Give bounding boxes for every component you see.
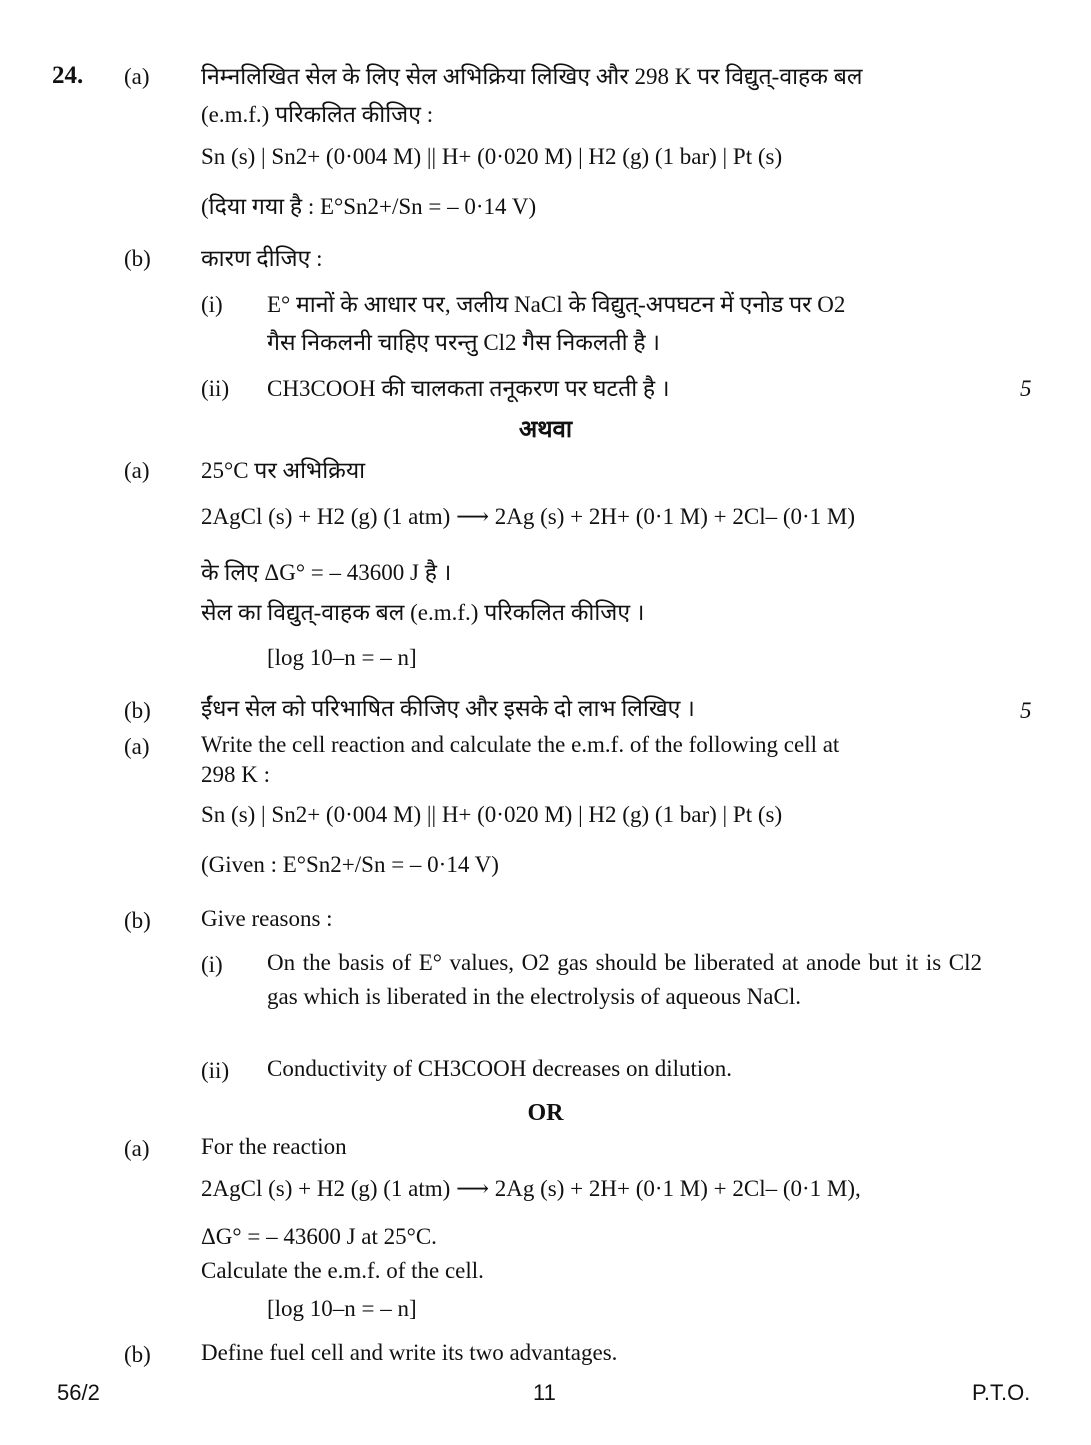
english-a-line2: 298 K : xyxy=(201,762,270,787)
hindi-a2-label: (a) xyxy=(124,458,150,483)
english-a2-label: (a) xyxy=(124,1136,150,1161)
hindi-b-label: (b) xyxy=(124,246,151,271)
english-ii-label: (ii) xyxy=(201,1058,230,1083)
english-i-label: (i) xyxy=(201,952,223,977)
paper-code: 56/2 xyxy=(57,1380,100,1405)
english-b2-text: Define fuel cell and write its two advantages. xyxy=(201,1340,618,1365)
english-b-text: Give reasons : xyxy=(201,906,333,931)
english-or-heading: OR xyxy=(527,1100,564,1126)
english-cell-notation: Sn (s) | Sn2+ (0·004 M) || H+ (0·020 M) | H2 (g) (1 bar) | Pt (s) xyxy=(201,802,783,827)
hindi-i-label: (i) xyxy=(201,292,223,317)
hindi-or-heading: अथवा xyxy=(518,417,573,443)
english-given: (Given : E°Sn2+/Sn = – 0·14 V) xyxy=(201,852,499,877)
english-log: [log 10–n = – n] xyxy=(267,1296,417,1321)
hindi-calc: सेल का विद्युत्-वाहक बल (e.m.f.) परिकलित कीजिए । xyxy=(201,600,645,625)
marks-hindi-2: 5 xyxy=(1020,698,1032,723)
english-calc: Calculate the e.m.f. of the cell. xyxy=(201,1258,484,1283)
english-b2-label: (b) xyxy=(124,1342,151,1367)
english-reaction: 2AgCl (s) + H2 (g) (1 atm) ⟶ 2Ag (s) + 2H+ (0·1 M) + 2Cl– (0·1 M), xyxy=(201,1176,861,1201)
hindi-cell-notation: Sn (s) | Sn2+ (0·004 M) || H+ (0·020 M) | H2 (g) (1 bar) | Pt (s) xyxy=(201,144,783,169)
english-a-label: (a) xyxy=(124,734,150,759)
english-a2-line1: For the reaction xyxy=(201,1134,347,1159)
page-number: 11 xyxy=(533,1380,556,1405)
hindi-a-line1: निम्नलिखित सेल के लिए सेल अभिक्रिया लिखिए और 298 K पर विद्युत्-वाहक बल xyxy=(201,64,863,89)
hindi-ii-label: (ii) xyxy=(201,376,230,401)
english-i-text: On the basis of E° values, O2 gas should be liberated at anode but it is Cl2 gas which is liberated in the electrolysis of aqueous NaCl. xyxy=(267,950,982,1009)
hindi-i-line1: E° मानों के आधार पर, जलीय NaCl के विद्युत्-अपघटन में एनोड पर O2 xyxy=(267,292,846,317)
hindi-given: (दिया गया है : E°Sn2+/Sn = – 0·14 V) xyxy=(201,194,537,219)
hindi-reaction: 2AgCl (s) + H2 (g) (1 atm) ⟶ 2Ag (s) + 2H+ (0·1 M) + 2Cl– (0·1 M) xyxy=(201,504,856,529)
hindi-ii-text: CH3COOH की चालकता तनूकरण पर घटती है । xyxy=(267,376,670,401)
hindi-a-line2: (e.m.f.) परिकलित कीजिए : xyxy=(201,102,434,127)
english-delta-g: ΔG° = – 43600 J at 25°C. xyxy=(201,1224,437,1249)
pto-label: P.T.O. xyxy=(972,1380,1031,1405)
hindi-delta-g: के लिए ΔG° = – 43600 J है । xyxy=(201,560,452,585)
hindi-i-line2: गैस निकलनी चाहिए परन्तु Cl2 गैस निकलती है । xyxy=(267,330,661,355)
hindi-b2-text: ईंधन सेल को परिभाषित कीजिए और इसके दो लाभ लिखिए । xyxy=(201,696,695,721)
english-ii-text: Conductivity of CH3COOH decreases on dilution. xyxy=(267,1056,733,1081)
english-a-line1: Write the cell reaction and calculate the e.m.f. of the following cell at xyxy=(201,732,840,757)
hindi-b-text: कारण दीजिए : xyxy=(201,246,323,271)
hindi-log: [log 10–n = – n] xyxy=(267,645,417,670)
hindi-a-label: (a) xyxy=(124,64,150,89)
hindi-b2-label: (b) xyxy=(124,698,151,723)
english-b-label: (b) xyxy=(124,908,151,933)
marks-hindi-1: 5 xyxy=(1020,376,1032,401)
hindi-a2-line1: 25°C पर अभिक्रिया xyxy=(201,458,366,483)
question-number: 24. xyxy=(52,62,84,89)
